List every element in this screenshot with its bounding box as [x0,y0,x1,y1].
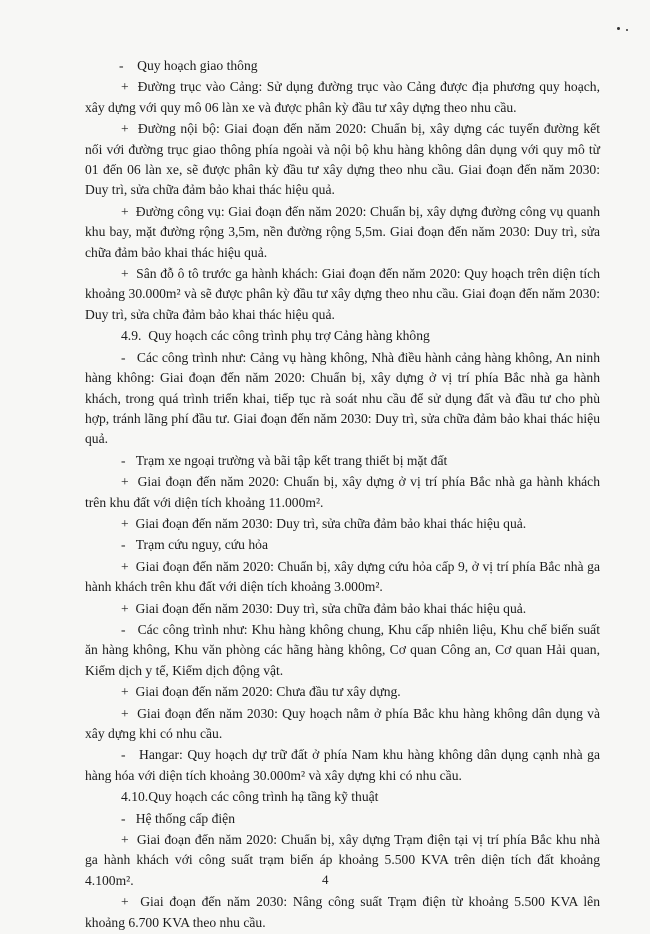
paragraph: - Trạm cứu nguy, cứu hỏa [121,537,269,553]
paragraph: + Giai đoạn đến năm 2030: Duy trì, sửa chữa đảm bảo khai thác hiệu quả. [121,515,527,531]
paragraph: - Trạm xe ngoại trường và bãi tập kết trang thiết bị mặt đất [121,452,448,468]
paragraph: + Đường trục vào Cảng: Sử dụng đường trục vào Cảng được địa phương quy hoạch, xây dựng với quy mô 06 làn xe và được phân kỳ đầu tư xây dựng theo nhu cầu. [85,79,600,115]
paragraph: + Giai đoạn đến năm 2020: Chuẩn bị, xây dựng ở vị trí phía Bắc nhà ga hành khách trên khu đất với diện tích khoảng 11.000m². [85,474,600,510]
paragraph: + Giai đoạn đến năm 2020: Chuẩn bị, xây dựng Trạm điện tại vị trí phía Bắc khu nhà ga hành khách với công suất trạm biến áp khoảng 5.500 KVA trên diện tích đất khoảng 4.100m². [85,832,600,888]
paragraph: - Các công trình như: Khu hàng không chung, Khu cấp nhiên liệu, Khu chế biến suất ăn hàng không, Khu văn phòng các hãng hàng không, Cơ quan Công an, Cơ quan Hải quan, Kiểm dịch y tế, Kiểm dịch động vật. [85,621,600,678]
scan-speck [626,29,628,31]
document-body [85,56,600,934]
page-number: 4 [322,872,329,887]
paragraph: + Giai đoạn đến năm 2030: Duy trì, sửa chữa đảm bảo khai thác hiệu quả. [121,600,527,616]
paragraph: + Sân đỗ ô tô trước ga hành khách: Giai đoạn đến năm 2020: Quy hoạch trên diện tích khoảng 30.000m² và sẽ được phân kỳ đầu tư xây dựng theo nhu cầu. Giai đoạn đến năm 2030: Duy trì, sửa chữa đảm bảo khai thác hiệu quả. [85,266,600,322]
paragraph: - Quy hoạch giao thông [119,58,258,73]
paragraph: + Giai đoạn đến năm 2020: Chưa đầu tư xây dựng. [121,684,401,700]
paragraph: + Giai đoạn đến năm 2030: Nâng công suất Trạm điện từ khoảng 5.500 KVA lên khoảng 6.700 KVA theo nhu cầu. [85,894,600,930]
paragraph: - Hangar: Quy hoạch dự trữ đất ở phía Nam khu hàng không dân dụng cạnh nhà ga hàng hóa với diện tích khoảng 30.000m² và xây dựng khi có nhu cầu. [85,747,600,783]
scan-speck [617,27,620,30]
paragraph: - Các công trình như: Cảng vụ hàng không, Nhà điều hành cảng hàng không, An ninh hàng không: Giai đoạn đến năm 2020: Chuẩn bị, xây dựng ở vị trí phía Bắc nhà ga hành khách, trong quá trình triển khai, tiếp tục rà soát nhu cầu để sử dụng đất và đầu tư cho phù hợp, tránh lãng phí đầu tư. Giai đoạn đến năm 2030: Duy trì, sửa chữa đảm bảo khai thác hiệu quả. [85,349,600,447]
paragraph: 4.10.Quy hoạch các công trình hạ tầng kỹ thuật [121,789,379,805]
paragraph: + Giai đoạn đến năm 2030: Quy hoạch nằm ở phía Bắc khu hàng không dân dụng và xây dựng khi có nhu cầu. [85,705,600,741]
paragraph: + Đường nội bộ: Giai đoạn đến năm 2020: Chuẩn bị, xây dựng các tuyến đường kết nối với đường trục giao thông phía ngoài và nội bộ khu hàng không dân dụng với quy mô từ 01 đến 06 làn xe, sẽ được phân kỳ đầu tư xây dựng theo nhu cầu. Giai đoạn đến năm 2030: Duy trì, sửa chữa đảm bảo khai thác hiệu quả. [85,121,600,198]
paragraph: + Giai đoạn đến năm 2020: Chuẩn bị, xây dựng cứu hỏa cấp 9, ở vị trí phía Bắc nhà ga hành khách trên khu đất với diện tích khoảng 3.000m². [85,558,600,595]
paragraph: 4.9. Quy hoạch các công trình phụ trợ Cảng hàng không [121,328,430,344]
paragraph: - Hệ thống cấp điện [121,810,236,826]
paragraph: + Đường công vụ: Giai đoạn đến năm 2020: Chuẩn bị, xây dựng đường công vụ quanh khu bay, mặt đường rộng 3,5m, nền đường rộng 5,5m. Giai đoạn đến năm 2030: Duy trì, sửa chữa đảm bảo khai thác hiệu quả. [85,203,600,260]
